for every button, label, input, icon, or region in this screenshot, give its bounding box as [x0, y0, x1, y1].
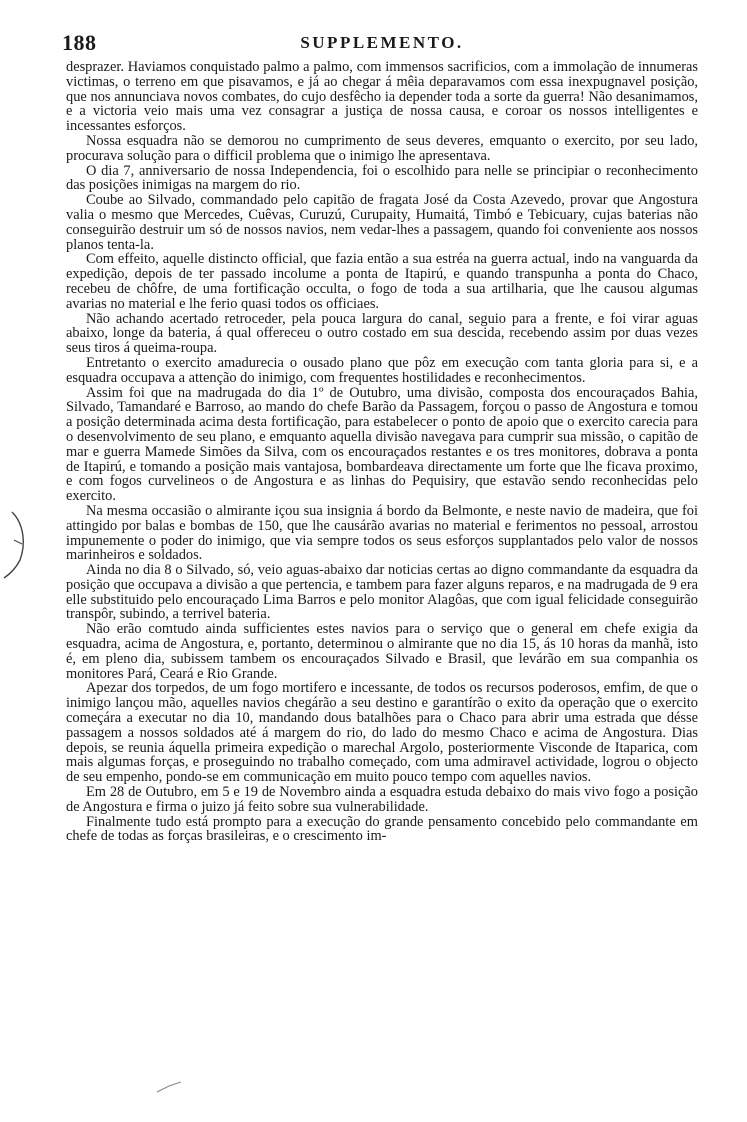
- margin-bracket-mark: [2, 510, 32, 580]
- paragraph: Não erão comtudo ainda sufficientes estes navios para o serviço que o general em chefe exigia da esquadra, acima de Angostura, e, portanto, determinou o almirante que no dia 15, ás 10 horas da manhã, isto é, em pleno dia, subissem tambem os encouraçados Silvado e Brasil, que levárão em sua companhia os monitores Pará, Ceará e Rio Grande.: [66, 621, 698, 682]
- paragraph: Coube ao Silvado, commandado pelo capitão de fragata José da Costa Azevedo, provar que Angostura valia o mesmo que Mercedes, Cuêvas, Curuzú, Curupaity, Humaitá, Timbó e Tebicuary, cujas baterias não conseguirão destruir um só de nossos navios, nem vedar-lhes a passagem, quando foi conveniente aos nossos planos tenta-la.: [66, 192, 698, 253]
- page-number: 188: [62, 30, 97, 55]
- paragraph: Entretanto o exercito amadurecia o ousado plano que pôz em execução com tanta gloria para si, e a esquadra occupava a attenção do inimigo, com frequentes hostilidades e reconhecimentos.: [66, 354, 698, 386]
- paragraph: Não achando acertado retroceder, pela pouca largura do canal, seguio para a frente, e foi virar aguas abaixo, longe da bateria, á qual offereceu o outro costado em sua descida, recebendo assim por duas vezes seus tiros á queima-roupa.: [66, 310, 698, 357]
- ink-tick-mark: [155, 1080, 183, 1094]
- paragraph: Nossa esquadra não se demorou no cumprimento de seus deveres, emquanto o exercito, por seu lado, procurava solução para o difficil problema que o inimigo lhe apresentava.: [66, 132, 698, 164]
- paragraph: Em 28 de Outubro, em 5 e 19 de Novembro ainda a esquadra estuda debaixo do mais vivo fogo a posição de Angostura e firma o juizo já feito sobre sua vulnerabilidade.: [66, 784, 698, 815]
- page-header: [62, 30, 702, 58]
- paragraph: O dia 7, anniversario de nossa Independencia, foi o escolhido para nelle se principiar o reconhecimento das posições inimigas na margem do rio.: [66, 162, 698, 194]
- paragraph: Apezar dos torpedos, de um fogo mortifero e incessante, de todos os recursos poderosos, emfim, de que o inimigo lançou mão, aquelles navios chegárão a seu destino e garantírão o exito da operação que o exercito começára a executar no dia 10, mandando dous batalhões para o Chaco para abrir uma estrada que désse passagem a nossos soldados até á margem do rio, do lado do mesmo Chaco e acima de Angostura. Dias depois, se reunia áquella primeira expedição o marechal Argolo, posteriormente Visconde de Itaparica, com mais algumas forças, e proseguindo no trabalho começado, com uma admiravel actividade, logrou o objecto de seu empenho, pondo-se em communicação em muito pouco tempo com aquelles navios.: [66, 680, 698, 786]
- body-text: [66, 60, 698, 844]
- paragraph: Com effeito, aquelle distincto official, que fazia então a sua estréa na guerra actual, indo na vanguarda da expedição, depois de ter passado incolume a ponta de Itapirú, e quando transpunha a ponta do Chaco, recebeu de chôfre, de uma fortificação occulta, o fogo de toda a sua artilharia, que lhe causou algumas avarias no material e lhe ferio quasi todos os officiaes.: [66, 251, 698, 312]
- paragraph: Na mesma occasião o almirante içou sua insignia á bordo da Belmonte, e neste navio de madeira, que foi attingido por balas e bombas de 150, que lhe causárão avarias no material e ferimentos no pessoal, arrostou impunemente o poder do inimigo, que via sempre todos os seus esforços supplantados pelo valor de nossos marinheiros e soldados.: [66, 502, 698, 564]
- paragraph: Ainda no dia 8 o Silvado, só, veio aguas-abaixo dar noticias certas ao digno commandante da esquadra da posição que occupava a divisão a que pertencia, e tambem para fazer alguns reparos, e na madrugada de 9 era elle substituido pelo encouraçado Lima Barros e pelo monitor Alagôas, que com igual felicidade conseguirão transpôr, subindo, a terrivel bateria.: [66, 562, 698, 623]
- running-title: SUPPLEMENTO.: [300, 33, 464, 52]
- paragraph: Finalmente tudo está prompto para a execução do grande pensamento concebido pelo commandante em chefe de todas as forças brasileiras, e o crescimento im-: [66, 813, 698, 845]
- paragraph: Assim foi que na madrugada do dia 1º de Outubro, uma divisão, composta dos encouraçados Bahia, Silvado, Tamandaré e Barroso, ao mando do chefe Barão da Passagem, forçou o passo de Angostura e tomou a posição determinada acima desta fortificação, para estabelecer o ponto de apoio que o exercito carecia para o desenvolvimento de seu plano, e emquanto aquella divisão navegava para cumprir sua missão, o capitão de mar e guerra Mamede Simões da Silva, com os encouraçados restantes e os tres monitores, dobrava a ponta de Itapirú, e tomando a posição mais vantajosa, bombardeava directamente um forte que lhe ficava proximo, e com fogos curvelineos o de Angostura e as linhas do Pequisiry, que estavão sendo reconhecidas pelo exercito.: [66, 384, 698, 505]
- paragraph: desprazer. Haviamos conquistado palmo a palmo, com immensos sacrificios, com a immolação de innumeras victimas, o terreno em que pisavamos, e já ao chegar á mêia deparavamos com essa inexpugnavel posição, que nos annunciava novos combates, do cujo desfêcho ia depender toda a sorte da guerra! Não desanimamos, e a victoria veio mais uma vez consagrar a justiça de nossa causa, e coroar os nossos intelligentes e incessantes esforços.: [66, 59, 698, 135]
